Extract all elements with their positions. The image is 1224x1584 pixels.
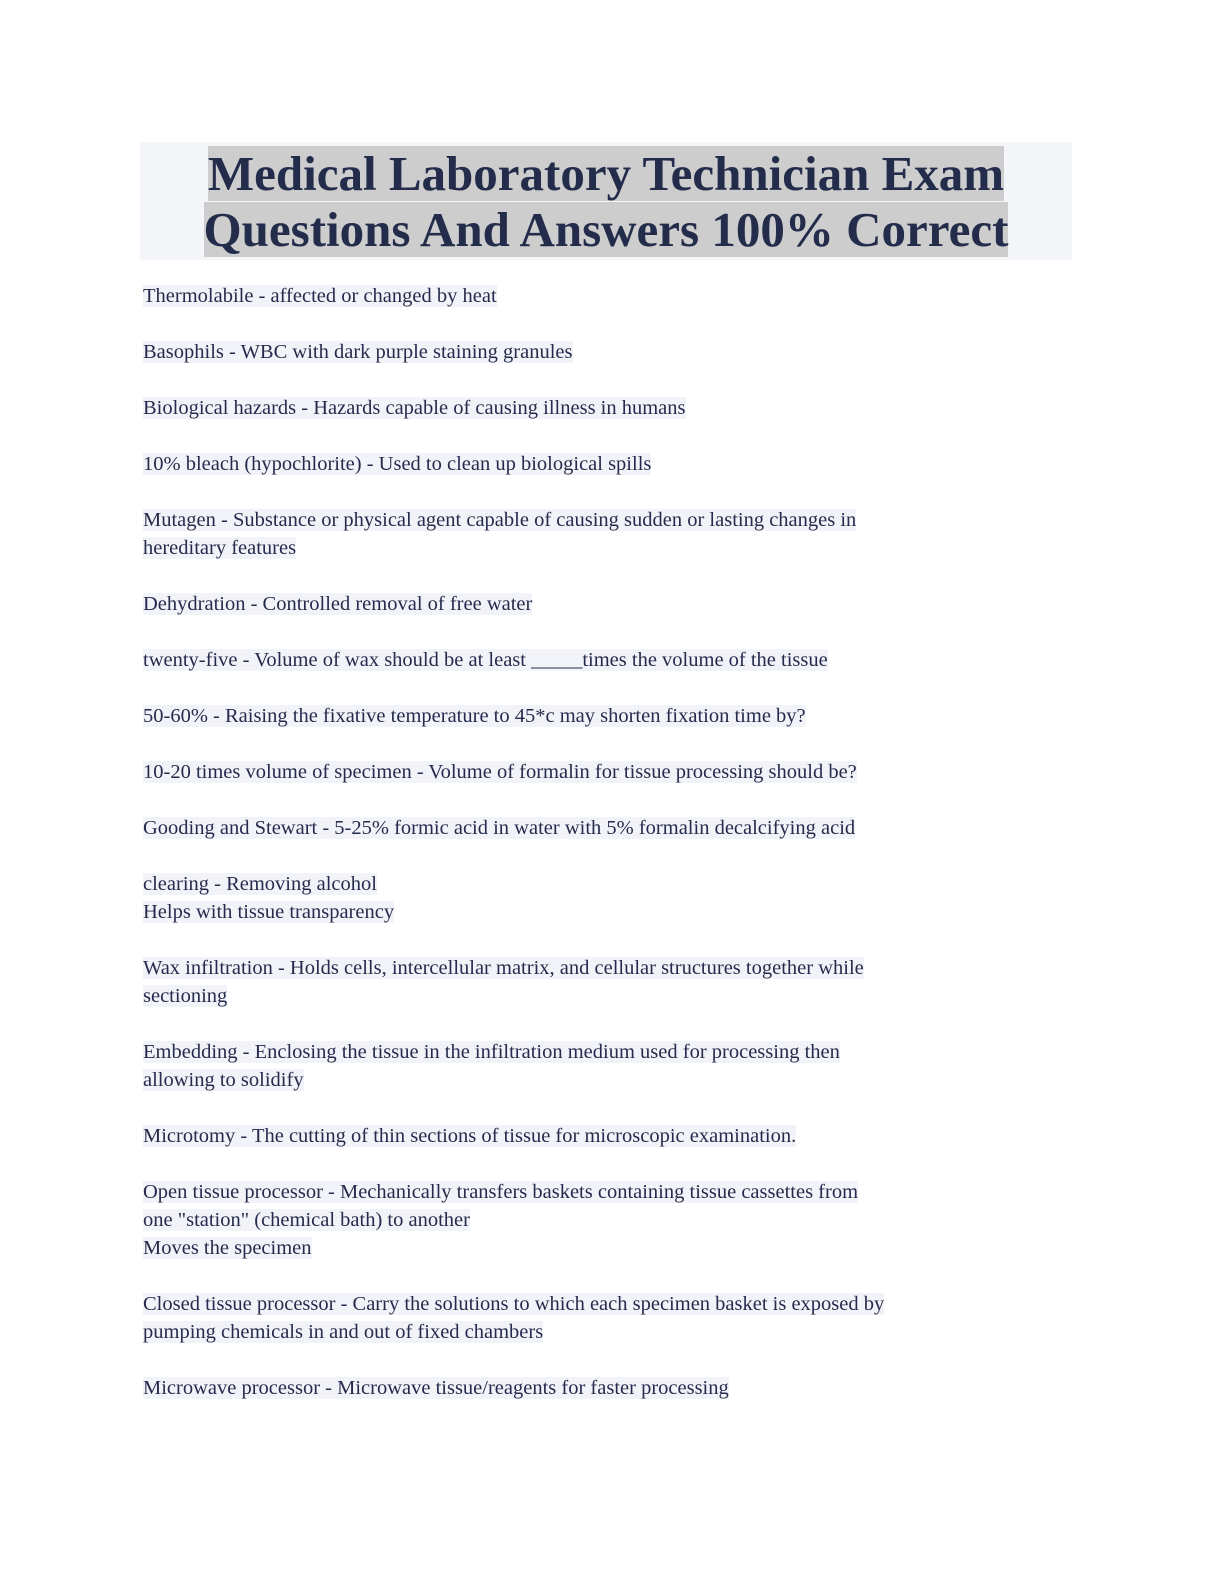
qa-entry-line: pumping chemicals in and out of fixed chambers — [143, 1321, 544, 1343]
qa-entry-line: Dehydration - Controlled removal of free water — [143, 593, 533, 615]
document-title — [140, 142, 1072, 260]
qa-entry-line: Embedding - Enclosing the tissue in the infiltration medium used for processing then — [143, 1041, 840, 1063]
qa-entry-line: twenty-five - Volume of wax should be at least _____times the volume of the tissue — [143, 649, 828, 671]
title-line-1: Medical Laboratory Technician Exam — [207, 146, 1005, 201]
qa-entry — [143, 338, 1072, 366]
qa-entry-line: clearing - Removing alcohol — [143, 873, 377, 895]
qa-entry — [143, 1122, 1072, 1150]
qa-entry-line: sectioning — [143, 985, 228, 1007]
qa-entry — [143, 1374, 1072, 1402]
document-page — [140, 142, 1072, 1430]
qa-entry — [143, 1290, 1072, 1346]
qa-entry-line: Biological hazards - Hazards capable of causing illness in humans — [143, 397, 686, 419]
qa-entry-line: hereditary features — [143, 537, 297, 559]
qa-entry-line: 10-20 times volume of specimen - Volume of formalin for tissue processing should be? — [143, 761, 857, 783]
qa-entry — [143, 506, 1072, 562]
qa-entry-line: Microwave processor - Microwave tissue/reagents for faster processing — [143, 1377, 729, 1399]
qa-entry-line: Helps with tissue transparency — [143, 901, 395, 923]
qa-entry — [143, 758, 1072, 786]
qa-entry — [143, 394, 1072, 422]
qa-entry-line: 10% bleach (hypochlorite) - Used to clean up biological spills — [143, 453, 652, 475]
qa-entry-line: Gooding and Stewart - 5-25% formic acid in water with 5% formalin decalcifying acid — [143, 817, 856, 839]
qa-entry — [143, 814, 1072, 842]
qa-entry — [143, 282, 1072, 310]
qa-entry-line: Thermolabile - affected or changed by heat — [143, 285, 497, 307]
qa-entry — [143, 702, 1072, 730]
qa-entry-line: Wax infiltration - Holds cells, intercellular matrix, and cellular structures together while — [143, 957, 864, 979]
qa-entry — [143, 954, 1072, 1010]
qa-list — [140, 282, 1072, 1402]
qa-entry-line: 50-60% - Raising the fixative temperature to 45*c may shorten fixation time by? — [143, 705, 806, 727]
qa-entry-line: Moves the specimen — [143, 1237, 312, 1259]
qa-entry-line: one "station" (chemical bath) to another — [143, 1209, 470, 1231]
qa-entry — [143, 646, 1072, 674]
qa-entry — [143, 870, 1072, 926]
qa-entry-line: Mutagen - Substance or physical agent capable of causing sudden or lasting changes in — [143, 509, 857, 531]
title-line-2: Questions And Answers 100% Correct — [203, 202, 1009, 257]
qa-entry-line: Basophils - WBC with dark purple staining granules — [143, 341, 573, 363]
qa-entry — [143, 590, 1072, 618]
qa-entry-line: Open tissue processor - Mechanically transfers baskets containing tissue cassettes from — [143, 1181, 859, 1203]
qa-entry — [143, 1038, 1072, 1094]
qa-entry-line: Closed tissue processor - Carry the solutions to which each specimen basket is exposed by — [143, 1293, 885, 1315]
qa-entry-line: Microtomy - The cutting of thin sections of tissue for microscopic examination. — [143, 1125, 797, 1147]
qa-entry — [143, 450, 1072, 478]
qa-entry-line: allowing to solidify — [143, 1069, 304, 1091]
qa-entry — [143, 1178, 1072, 1262]
